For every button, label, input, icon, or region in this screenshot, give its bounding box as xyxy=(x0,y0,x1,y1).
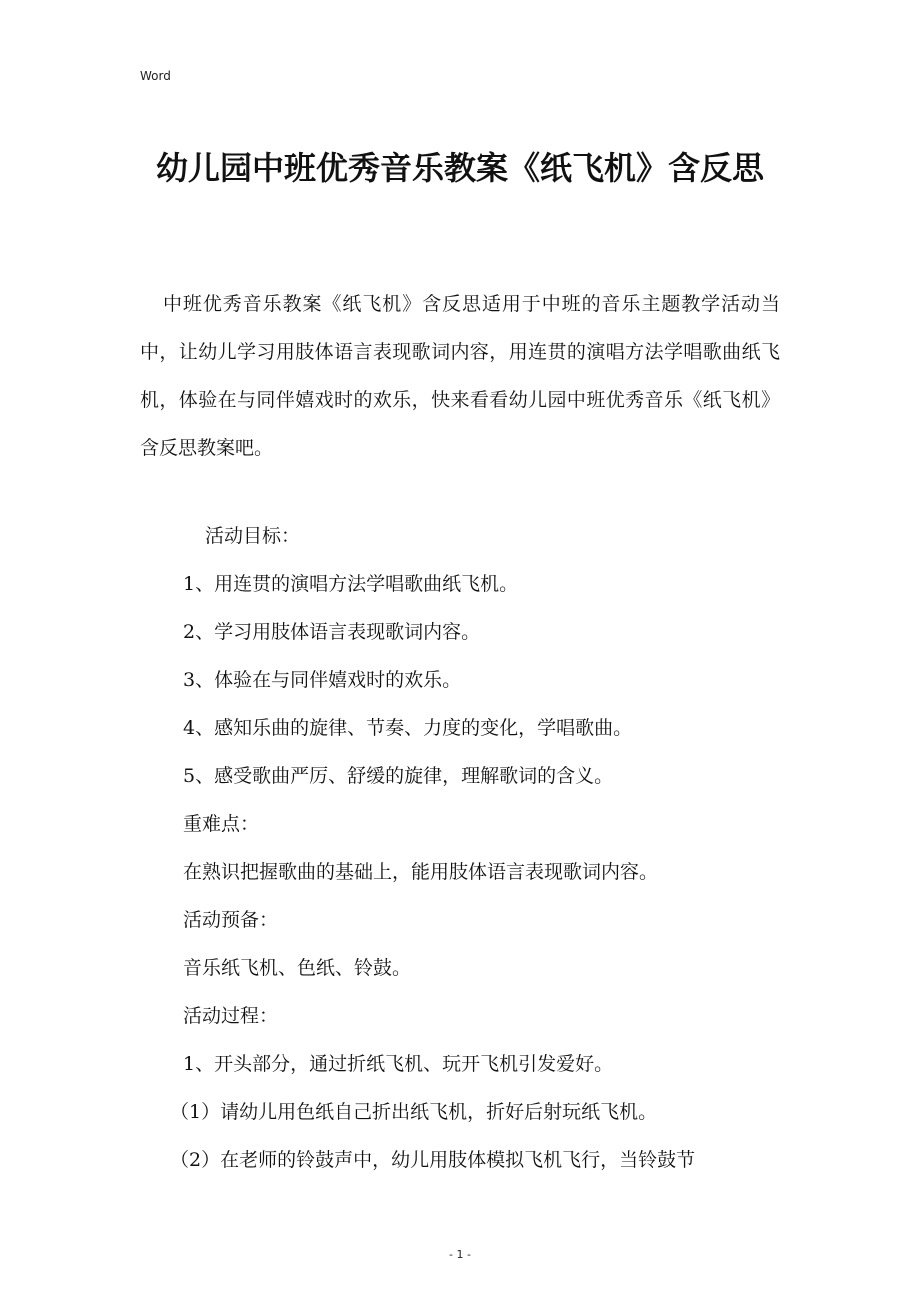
prep-heading: 活动预备： xyxy=(183,909,279,931)
process-substep: （2）在老师的铃鼓声中，幼儿用肢体模拟飞机飞行，当铃鼓节 xyxy=(170,1149,696,1171)
process-substep: （1）请幼儿用色纸自己折出纸飞机，折好后射玩纸飞机。 xyxy=(170,1101,658,1123)
goal-item: 3、体验在与同伴嬉戏时的欢乐。 xyxy=(183,669,462,691)
page-number: - 1 - xyxy=(449,1248,471,1261)
document-title: 幼儿园中班优秀音乐教案《纸飞机》含反思 xyxy=(155,149,764,187)
goal-item: 5、感受歌曲严厉、舒缓的旋律，理解歌词的含义。 xyxy=(183,765,614,787)
goal-item: 2、学习用肢体语言表现歌词内容。 xyxy=(183,621,481,643)
process-heading: 活动过程： xyxy=(183,1005,279,1027)
intro-paragraph: 中班优秀音乐教案《纸飞机》含反思适用于中班的音乐主题教学活动当中，让幼儿学习用肢体语言表现歌词内容，用连贯的演唱方法学唱歌曲纸飞机，体验在与同伴嬉戏时的欢乐，快来看看幼儿园中班优秀音乐《纸飞机》含反思教案吧。 xyxy=(140,293,780,459)
goals-heading: 活动目标： xyxy=(205,525,301,547)
goal-item: 1、用连贯的演唱方法学唱歌曲纸飞机。 xyxy=(183,573,519,595)
process-step: 1、开头部分，通过折纸飞机、玩开飞机引发爱好。 xyxy=(183,1053,614,1075)
difficulty-text: 在熟识把握歌曲的基础上，能用肢体语言表现歌词内容。 xyxy=(183,861,659,883)
header-label: Word xyxy=(140,69,171,83)
goal-item: 4、感知乐曲的旋律、节奏、力度的变化，学唱歌曲。 xyxy=(183,717,633,739)
prep-text: 音乐纸飞机、色纸、铃鼓。 xyxy=(183,957,412,979)
difficulty-heading: 重难点： xyxy=(183,813,260,835)
